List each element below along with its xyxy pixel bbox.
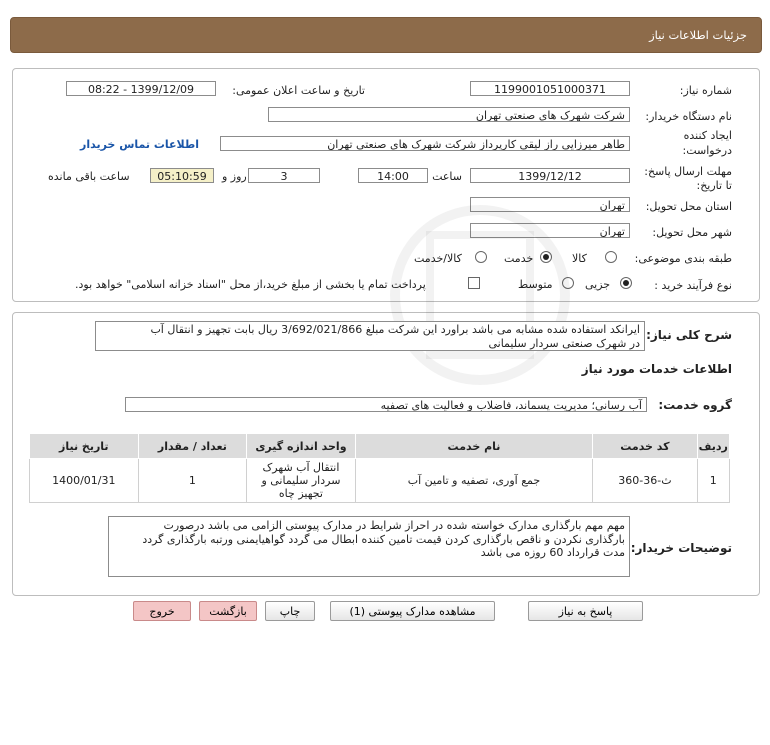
buyer-org-label: نام دستگاه خریدار: xyxy=(645,110,732,123)
back-button[interactable]: بازگشت xyxy=(199,601,257,621)
remaining-time-label: ساعت باقی مانده xyxy=(48,170,130,183)
city-label: شهر محل تحویل: xyxy=(652,226,732,239)
view-attachments-button[interactable]: مشاهده مدارک پیوستی (1) xyxy=(330,601,495,621)
category-option-goods: کالا xyxy=(572,252,587,265)
page-header xyxy=(10,17,762,53)
watermark-logo xyxy=(360,195,600,395)
province-label: استان محل تحویل: xyxy=(645,200,732,213)
buyer-notes-line-3: مدت قرارداد 60 روزه می باشد xyxy=(480,546,625,559)
creator-label-2: درخواست: xyxy=(682,144,732,157)
col-qty: تعداد / مقدار xyxy=(138,434,247,459)
description-line-1: ایرانکد استفاده شده مشابه می باشد براورد این شرکت مبلغ 3/692/021/866 ریال بابت تجهیز و انتقال آب xyxy=(150,323,640,336)
deadline-label: مهلت ارسال پاسخ: xyxy=(644,165,732,178)
process-radio-minor[interactable] xyxy=(620,277,632,289)
announce-date-field: 1399/12/09 - 08:22 xyxy=(66,81,216,96)
process-option-medium: متوسط xyxy=(518,278,553,291)
reply-button[interactable]: پاسخ به نیاز xyxy=(528,601,643,621)
print-button[interactable]: چاپ xyxy=(265,601,315,621)
buyer-notes-line-1: مهم مهم بارگذاری مدارک خواسته شده در احراز شرایط در مدارک پیوستی الزامی می باشد درصورت xyxy=(163,519,625,532)
need-number-field: 1199001051000371 xyxy=(470,81,630,96)
service-group-field: آب رسانی؛ مدیریت پسماند، فاضلاب و فعالیت های تصفیه xyxy=(125,397,647,412)
col-code: کد خدمت xyxy=(593,434,697,459)
cell-code: ث-36-360 xyxy=(593,459,697,503)
province-field: تهران xyxy=(470,197,630,212)
process-type-label: نوع فرآیند خرید : xyxy=(654,279,732,292)
cell-qty: 1 xyxy=(138,459,247,503)
cell-unit: انتقال آب شهرک سردار سلیمانی و تجهیز چاه xyxy=(247,459,356,503)
announce-date-label: تاریخ و ساعت اعلان عمومی: xyxy=(232,84,365,97)
buyer-contact-link[interactable]: اطلاعات تماس خریدار xyxy=(80,138,200,151)
city-field: تهران xyxy=(470,223,630,238)
table-row xyxy=(30,459,730,503)
services-table-header xyxy=(30,434,730,459)
days-label: روز و xyxy=(222,170,247,183)
services-table xyxy=(29,433,730,503)
col-unit: واحد اندازه گیری xyxy=(247,434,356,459)
category-option-service: خدمت xyxy=(504,252,534,265)
description-line-2: در شهرک صنعتی سردار سلیمانی xyxy=(488,337,640,350)
category-option-goods-service: کالا/خدمت xyxy=(414,252,462,265)
buyer-notes-box xyxy=(108,516,630,577)
buyer-org-field: شرکت شهرک های صنعتی تهران xyxy=(268,107,630,122)
cell-row: 1 xyxy=(697,459,729,503)
category-radio-goods[interactable] xyxy=(605,251,617,263)
deadline-time-label: ساعت xyxy=(432,170,462,183)
days-field: 3 xyxy=(248,168,320,183)
description-label: شرح کلی نیاز: xyxy=(646,328,732,342)
services-section-title: اطلاعات خدمات مورد نیاز xyxy=(581,362,732,376)
col-date: تاریخ نیاز xyxy=(30,434,139,459)
buyer-notes-label: توضیحات خریدار: xyxy=(630,541,732,555)
process-option-minor: جزیی xyxy=(585,278,611,291)
deadline-label-2: تا تاریخ: xyxy=(696,179,732,192)
description-box xyxy=(95,321,645,351)
category-label: طبقه بندی موضوعی: xyxy=(634,252,732,265)
deadline-date-field: 1399/12/12 xyxy=(470,168,630,183)
col-name: نام خدمت xyxy=(355,434,593,459)
exit-button[interactable]: خروج xyxy=(133,601,191,621)
creator-label: ایجاد کننده xyxy=(683,129,732,142)
cell-name: جمع آوری، تصفیه و تامین آب xyxy=(355,459,593,503)
page-title: جزئیات اطلاعات نیاز xyxy=(649,28,747,42)
col-row: ردیف xyxy=(697,434,729,459)
service-group-label: گروه خدمت: xyxy=(658,398,732,412)
deadline-time-field: 14:00 xyxy=(358,168,428,183)
cell-date: 1400/01/31 xyxy=(30,459,139,503)
buyer-notes-line-2: بارگذاری نکردن و ناقص بارگذاری کردن قیمت تامین کننده ابطال می گردد گواهیایمنی ورتبه بارگذاری گردد xyxy=(142,532,625,546)
treasury-payment-note: پرداخت تمام یا بخشی از مبلغ خرید،از محل "اسناد خزانه اسلامی" خواهد بود. xyxy=(75,278,426,291)
need-number-label: شماره نیاز: xyxy=(679,84,732,97)
remaining-time-field: 05:10:59 xyxy=(150,168,214,183)
creator-field: طاهر میرزایی راز لیقی کارپرداز شرکت شهرک های صنعتی تهران xyxy=(220,136,630,151)
